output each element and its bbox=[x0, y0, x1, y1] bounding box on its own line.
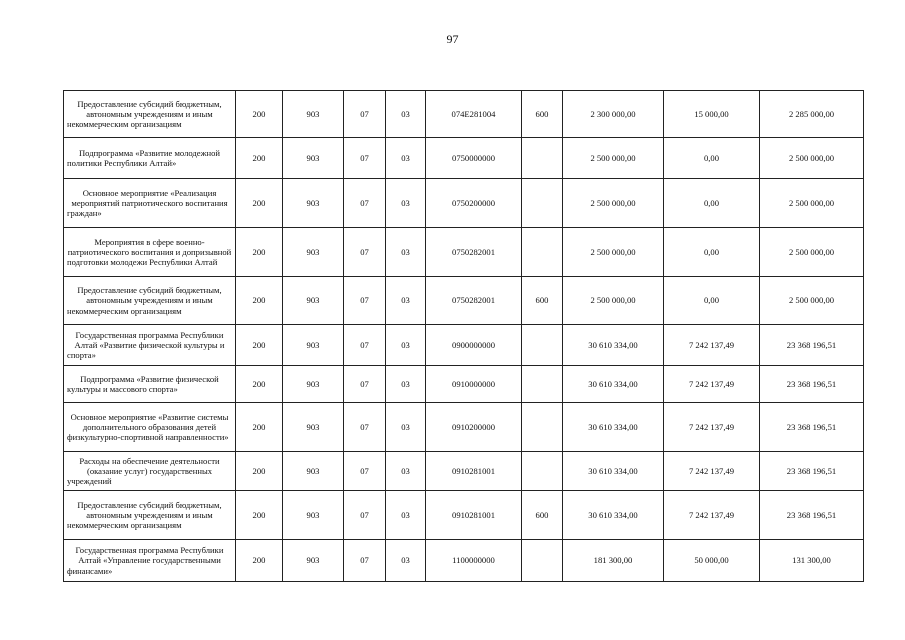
amount-executed-cell: 0,00 bbox=[664, 179, 760, 228]
target-article-cell: 0910000000 bbox=[426, 366, 522, 403]
amount-executed-cell: 50 000,00 bbox=[664, 540, 760, 582]
code-cell: 200 bbox=[236, 325, 283, 366]
expense-type-cell: 600 bbox=[522, 491, 563, 540]
expense-type-cell bbox=[522, 452, 563, 491]
amount-executed-cell: 0,00 bbox=[664, 138, 760, 179]
section-cell: 07 bbox=[344, 491, 386, 540]
target-article-cell: 0750282001 bbox=[426, 277, 522, 325]
amount-remaining-cell: 23 368 196,51 bbox=[760, 403, 864, 452]
page-number: 97 bbox=[446, 32, 459, 46]
amount-planned-cell: 2 500 000,00 bbox=[563, 138, 664, 179]
section-cell: 07 bbox=[344, 179, 386, 228]
target-article-cell: 0910281001 bbox=[426, 491, 522, 540]
amount-remaining-cell: 2 500 000,00 bbox=[760, 179, 864, 228]
section-cell: 07 bbox=[344, 91, 386, 138]
amount-remaining-cell: 23 368 196,51 bbox=[760, 491, 864, 540]
expense-type-cell bbox=[522, 403, 563, 452]
target-article-cell: 0750000000 bbox=[426, 138, 522, 179]
amount-planned-cell: 181 300,00 bbox=[563, 540, 664, 582]
subsection-cell: 03 bbox=[386, 138, 426, 179]
table-row bbox=[64, 540, 864, 582]
ministry-code-cell: 903 bbox=[283, 452, 344, 491]
target-article-cell: 0910200000 bbox=[426, 403, 522, 452]
section-cell: 07 bbox=[344, 540, 386, 582]
ministry-code-cell: 903 bbox=[283, 403, 344, 452]
section-cell: 07 bbox=[344, 325, 386, 366]
ministry-code-cell: 903 bbox=[283, 91, 344, 138]
amount-planned-cell: 2 300 000,00 bbox=[563, 91, 664, 138]
subsection-cell: 03 bbox=[386, 179, 426, 228]
row-name-cell: Подпрограмма «Развитие физической культуры и массового спорта» bbox=[64, 366, 236, 403]
code-cell: 200 bbox=[236, 138, 283, 179]
expense-type-cell bbox=[522, 540, 563, 582]
expense-type-cell bbox=[522, 366, 563, 403]
table-row bbox=[64, 366, 864, 403]
row-name-cell: Предоставление субсидий бюджетным, автономным учреждениям и иным некоммерческим организациям bbox=[64, 491, 236, 540]
row-name-cell: Подпрограмма «Развитие молодежной политики Республики Алтай» bbox=[64, 138, 236, 179]
amount-remaining-cell: 2 500 000,00 bbox=[760, 228, 864, 277]
budget-table bbox=[63, 90, 864, 582]
amount-executed-cell: 0,00 bbox=[664, 228, 760, 277]
amount-executed-cell: 0,00 bbox=[664, 277, 760, 325]
subsection-cell: 03 bbox=[386, 403, 426, 452]
section-cell: 07 bbox=[344, 452, 386, 491]
subsection-cell: 03 bbox=[386, 325, 426, 366]
amount-planned-cell: 30 610 334,00 bbox=[563, 325, 664, 366]
row-name-cell: Расходы на обеспечение деятельности (оказание услуг) государственных учреждений bbox=[64, 452, 236, 491]
section-cell: 07 bbox=[344, 403, 386, 452]
amount-remaining-cell: 23 368 196,51 bbox=[760, 452, 864, 491]
row-name-cell: Мероприятия в сфере военно-патриотического воспитания и допризывной подготовки молодежи Республики Алтай bbox=[64, 228, 236, 277]
subsection-cell: 03 bbox=[386, 228, 426, 277]
amount-remaining-cell: 23 368 196,51 bbox=[760, 325, 864, 366]
table-body bbox=[64, 91, 864, 582]
subsection-cell: 03 bbox=[386, 277, 426, 325]
amount-executed-cell: 7 242 137,49 bbox=[664, 366, 760, 403]
target-article-cell: 0750282001 bbox=[426, 228, 522, 277]
table-row bbox=[64, 179, 864, 228]
code-cell: 200 bbox=[236, 277, 283, 325]
code-cell: 200 bbox=[236, 403, 283, 452]
code-cell: 200 bbox=[236, 228, 283, 277]
expense-type-cell bbox=[522, 138, 563, 179]
section-cell: 07 bbox=[344, 228, 386, 277]
target-article-cell: 0900000000 bbox=[426, 325, 522, 366]
amount-remaining-cell: 2 500 000,00 bbox=[760, 138, 864, 179]
table-row bbox=[64, 325, 864, 366]
subsection-cell: 03 bbox=[386, 540, 426, 582]
amount-executed-cell: 15 000,00 bbox=[664, 91, 760, 138]
amount-planned-cell: 30 610 334,00 bbox=[563, 491, 664, 540]
code-cell: 200 bbox=[236, 452, 283, 491]
amount-remaining-cell: 2 500 000,00 bbox=[760, 277, 864, 325]
amount-planned-cell: 2 500 000,00 bbox=[563, 277, 664, 325]
target-article-cell: 1100000000 bbox=[426, 540, 522, 582]
section-cell: 07 bbox=[344, 277, 386, 325]
code-cell: 200 bbox=[236, 366, 283, 403]
ministry-code-cell: 903 bbox=[283, 179, 344, 228]
target-article-cell: 0910281001 bbox=[426, 452, 522, 491]
expense-type-cell bbox=[522, 228, 563, 277]
ministry-code-cell: 903 bbox=[283, 138, 344, 179]
row-name-cell: Государственная программа Республики Алтай «Развитие физической культуры и спорта» bbox=[64, 325, 236, 366]
amount-executed-cell: 7 242 137,49 bbox=[664, 452, 760, 491]
subsection-cell: 03 bbox=[386, 452, 426, 491]
section-cell: 07 bbox=[344, 138, 386, 179]
code-cell: 200 bbox=[236, 491, 283, 540]
subsection-cell: 03 bbox=[386, 91, 426, 138]
table-row bbox=[64, 452, 864, 491]
table-row bbox=[64, 138, 864, 179]
amount-planned-cell: 2 500 000,00 bbox=[563, 228, 664, 277]
amount-executed-cell: 7 242 137,49 bbox=[664, 491, 760, 540]
subsection-cell: 03 bbox=[386, 491, 426, 540]
amount-planned-cell: 30 610 334,00 bbox=[563, 452, 664, 491]
amount-remaining-cell: 131 300,00 bbox=[760, 540, 864, 582]
target-article-cell: 074E281004 bbox=[426, 91, 522, 138]
amount-executed-cell: 7 242 137,49 bbox=[664, 325, 760, 366]
table-row bbox=[64, 277, 864, 325]
expense-type-cell bbox=[522, 179, 563, 228]
target-article-cell: 0750200000 bbox=[426, 179, 522, 228]
table-row bbox=[64, 228, 864, 277]
ministry-code-cell: 903 bbox=[283, 277, 344, 325]
row-name-cell: Основное мероприятие «Реализация мероприятий патриотического воспитания граждан» bbox=[64, 179, 236, 228]
table-row bbox=[64, 491, 864, 540]
row-name-cell: Предоставление субсидий бюджетным, автономным учреждениям и иным некоммерческим организациям bbox=[64, 277, 236, 325]
code-cell: 200 bbox=[236, 91, 283, 138]
amount-planned-cell: 30 610 334,00 bbox=[563, 403, 664, 452]
ministry-code-cell: 903 bbox=[283, 366, 344, 403]
amount-planned-cell: 2 500 000,00 bbox=[563, 179, 664, 228]
ministry-code-cell: 903 bbox=[283, 325, 344, 366]
expense-type-cell: 600 bbox=[522, 91, 563, 138]
section-cell: 07 bbox=[344, 366, 386, 403]
table-row bbox=[64, 403, 864, 452]
row-name-cell: Основное мероприятие «Развитие системы дополнительного образования детей физкультурно-спортивной направленности» bbox=[64, 403, 236, 452]
subsection-cell: 03 bbox=[386, 366, 426, 403]
ministry-code-cell: 903 bbox=[283, 228, 344, 277]
code-cell: 200 bbox=[236, 179, 283, 228]
amount-planned-cell: 30 610 334,00 bbox=[563, 366, 664, 403]
amount-executed-cell: 7 242 137,49 bbox=[664, 403, 760, 452]
row-name-cell: Предоставление субсидий бюджетным, автономным учреждениям и иным некоммерческим организациям bbox=[64, 91, 236, 138]
row-name-cell: Государственная программа Республики Алтай «Управление государственными финансами» bbox=[64, 540, 236, 582]
amount-remaining-cell: 23 368 196,51 bbox=[760, 366, 864, 403]
ministry-code-cell: 903 bbox=[283, 540, 344, 582]
expense-type-cell: 600 bbox=[522, 277, 563, 325]
amount-remaining-cell: 2 285 000,00 bbox=[760, 91, 864, 138]
ministry-code-cell: 903 bbox=[283, 491, 344, 540]
expense-type-cell bbox=[522, 325, 563, 366]
table-row bbox=[64, 91, 864, 138]
code-cell: 200 bbox=[236, 540, 283, 582]
